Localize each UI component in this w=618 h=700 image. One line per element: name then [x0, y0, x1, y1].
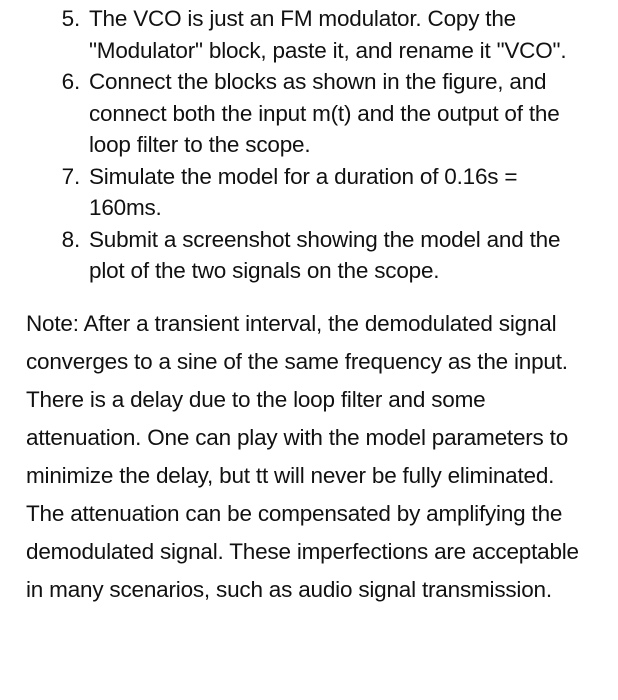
step-number: 7.: [61, 163, 80, 189]
step-text: The VCO is just an FM modulator. Copy the "Modulator" block, paste it, and rename it "VCO".: [89, 6, 567, 63]
step-text: Simulate the model for a duration of 0.16s = 160ms.: [89, 163, 518, 220]
step-text: Connect the blocks as shown in the figure, and connect both the input m(t) and the output of the loop filter to the scope.: [89, 69, 560, 157]
step-5: [26, 3, 594, 66]
step-number: 8.: [61, 226, 80, 252]
step-6: [26, 66, 594, 161]
step-text: Submit a screenshot showing the model and the plot of the two signals on the scope.: [89, 226, 561, 283]
step-7: [26, 161, 594, 224]
note-paragraph: Note: After a transient interval, the demodulated signal converges to a sine of the same frequency as the input. There is a delay due to the loop filter and some attenuation. One can play with the model parameters to minimize the delay, but tt will never be fully eliminated. The attenuation can be compensated by amplifying the demodulated signal. These imperfections are acceptable in many scenarios, such as audio signal transmission.: [26, 310, 579, 602]
step-number: 6.: [61, 69, 80, 94]
step-8: [26, 224, 594, 287]
instruction-steps-list: [26, 0, 594, 287]
step-number: 5.: [61, 6, 80, 31]
